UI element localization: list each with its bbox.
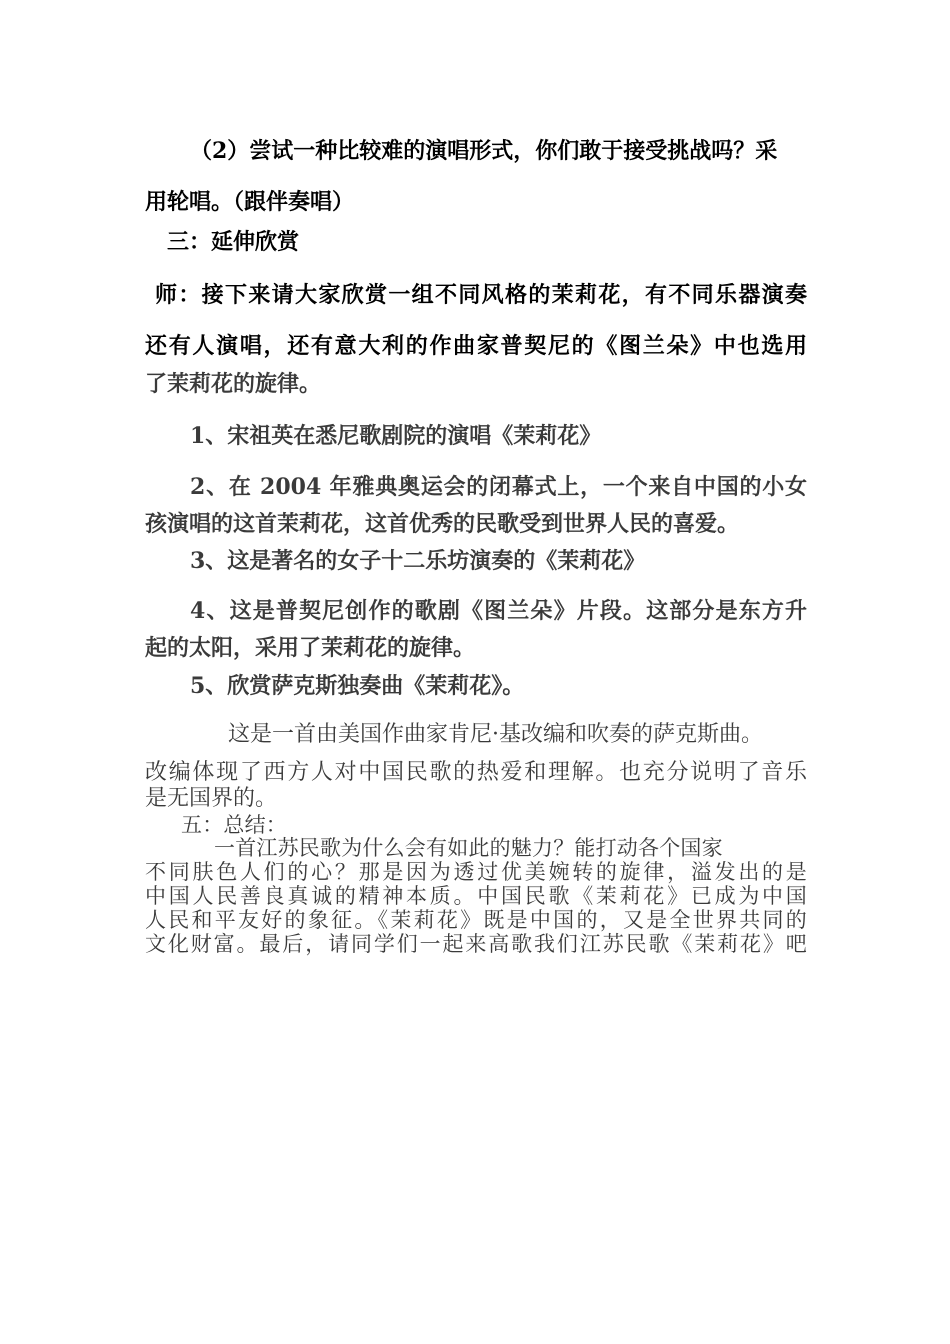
section2-line1: （2）尝试一种比较难的演唱形式，你们敢于接受挑战吗？采 <box>190 138 778 164</box>
list-item-2-line2: 孩演唱的这首茉莉花，这首优秀的民歌受到世界人民的喜爱。 <box>145 511 740 537</box>
summary-heading: 五：总结： <box>181 813 287 837</box>
section2-line2: 用轮唱。（跟伴奏唱） <box>145 189 355 215</box>
teacher-line2: 还有人演唱，还有意大利的作曲家普契尼的《图兰朵》中也选用 <box>145 333 807 359</box>
sax-note-line3: 是无国界的。 <box>145 786 278 811</box>
sax-note-line1: 这是一首由美国作曲家肯尼·基改编和吹奏的萨克斯曲。 <box>228 722 763 747</box>
list-item-4-line2: 起的太阳，采用了茉莉花的旋律。 <box>145 635 476 661</box>
summary-line1: 一首江苏民歌为什么会有如此的魅力？能打动各个国家 <box>214 836 723 860</box>
summary-line3: 中国人民善良真诚的精神本质。中国民歌《茉莉花》已成为中国 <box>145 884 807 908</box>
list-item-4-line1: 4、这是普契尼创作的歌剧《图兰朵》片段。这部分是东方升 <box>190 598 807 624</box>
list-item-5: 5、欣赏萨克斯独奏曲《茉莉花》。 <box>190 673 525 699</box>
sax-note-line2: 改编体现了西方人对中国民歌的热爱和理解。也充分说明了音乐 <box>145 760 807 785</box>
teacher-line1: 师：接下来请大家欣赏一组不同风格的茉莉花，有不同乐器演奏 <box>155 282 807 308</box>
list-item-1: 1、宋祖英在悉尼歌剧院的演唱《茉莉花》 <box>190 423 602 449</box>
summary-line2: 不同肤色人们的心？那是因为透过优美婉转的旋律，溢发出的是 <box>145 860 807 884</box>
list-item-2-line1: 2、在 2004 年雅典奥运会的闭幕式上，一个来自中国的小女 <box>190 474 807 500</box>
summary-line4: 人民和平友好的象征。《茉莉花》既是中国的，又是全世界共同的 <box>145 908 807 932</box>
section3-heading: 三：延伸欣赏 <box>167 229 300 255</box>
summary-line5: 文化财富。最后，请同学们一起来高歌我们江苏民歌《茉莉花》吧 <box>145 932 807 956</box>
teacher-line3: 了茉莉花的旋律。 <box>145 371 322 397</box>
list-item-3: 3、这是著名的女子十二乐坊演奏的《茉莉花》 <box>190 548 646 574</box>
